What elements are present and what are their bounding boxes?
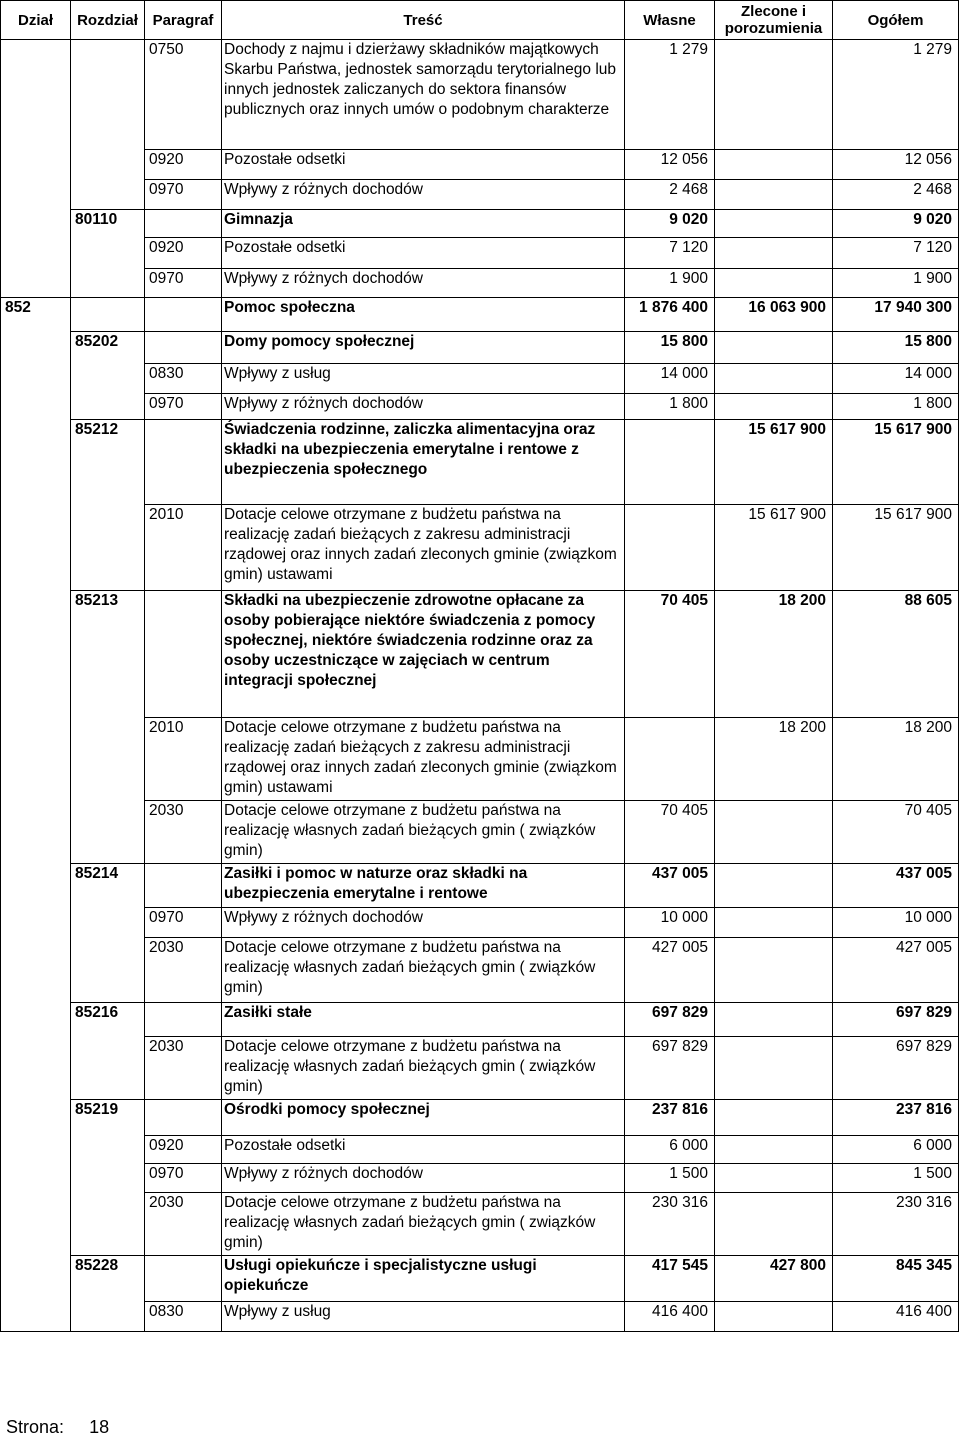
cell-rozdzial — [71, 1037, 145, 1100]
table-row — [1, 420, 959, 505]
table-row — [1, 298, 959, 332]
cell-ogolem: 9 020 — [833, 210, 959, 238]
cell-dzial — [1, 1136, 71, 1164]
cell-zlecone — [715, 1003, 833, 1037]
cell-wlasne: 6 000 — [625, 1136, 715, 1164]
cell-rozdzial: 85216 — [71, 1003, 145, 1037]
cell-ogolem: 6 000 — [833, 1136, 959, 1164]
cell-zlecone — [715, 269, 833, 298]
cell-dzial — [1, 591, 71, 718]
cell-wlasne — [625, 420, 715, 505]
cell-paragraf: 0970 — [145, 269, 222, 298]
cell-dzial — [1, 210, 71, 238]
table-row — [1, 505, 959, 591]
cell-ogolem: 15 800 — [833, 332, 959, 364]
cell-rozdzial — [71, 908, 145, 938]
table-row — [1, 394, 959, 420]
page-footer — [6, 1417, 109, 1438]
cell-rozdzial — [71, 1164, 145, 1193]
cell-paragraf: 0970 — [145, 180, 222, 210]
cell-rozdzial — [71, 718, 145, 801]
cell-rozdzial — [71, 394, 145, 420]
cell-wlasne: 1 800 — [625, 394, 715, 420]
cell-wlasne: 230 316 — [625, 1193, 715, 1256]
header-paragraf: Paragraf — [145, 1, 222, 40]
cell-tresc: Wpływy z różnych dochodów — [222, 1164, 625, 1193]
cell-rozdzial — [71, 1193, 145, 1256]
table-body — [1, 40, 959, 1332]
cell-rozdzial — [71, 40, 145, 150]
cell-dzial — [1, 180, 71, 210]
cell-tresc: Ośrodki pomocy społecznej — [222, 1100, 625, 1136]
header-rozdzial: Rozdział — [71, 1, 145, 40]
cell-ogolem: 2 468 — [833, 180, 959, 210]
cell-wlasne: 12 056 — [625, 150, 715, 180]
cell-paragraf: 0920 — [145, 150, 222, 180]
cell-ogolem: 237 816 — [833, 1100, 959, 1136]
cell-dzial — [1, 1003, 71, 1037]
cell-tresc: Dotacje celowe otrzymane z budżetu państwa na realizację własnych zadań bieżących gmin ( związków gmin) — [222, 1193, 625, 1256]
cell-paragraf: 2030 — [145, 1037, 222, 1100]
table-row — [1, 364, 959, 394]
cell-tresc: Dotacje celowe otrzymane z budżetu państwa na realizację własnych zadań bieżących gmin ( związków gmin) — [222, 938, 625, 1003]
cell-paragraf: 0970 — [145, 908, 222, 938]
cell-tresc: Pozostałe odsetki — [222, 1136, 625, 1164]
cell-zlecone — [715, 238, 833, 269]
cell-dzial — [1, 364, 71, 394]
cell-zlecone — [715, 210, 833, 238]
cell-paragraf: 2010 — [145, 718, 222, 801]
table-row — [1, 1256, 959, 1302]
cell-ogolem: 437 005 — [833, 864, 959, 908]
table-header-row — [1, 1, 959, 40]
cell-paragraf: 2010 — [145, 505, 222, 591]
cell-dzial — [1, 718, 71, 801]
cell-rozdzial: 85214 — [71, 864, 145, 908]
cell-rozdzial — [71, 180, 145, 210]
cell-ogolem: 70 405 — [833, 801, 959, 864]
page-label: Strona: — [6, 1417, 65, 1437]
page-number: 18 — [89, 1417, 110, 1437]
table-row — [1, 938, 959, 1003]
table-row — [1, 1302, 959, 1332]
cell-dzial — [1, 1302, 71, 1332]
table-row — [1, 332, 959, 364]
table-row — [1, 864, 959, 908]
cell-zlecone — [715, 1136, 833, 1164]
cell-zlecone: 18 200 — [715, 718, 833, 801]
cell-tresc: Wpływy z usług — [222, 1302, 625, 1332]
cell-paragraf: 0970 — [145, 1164, 222, 1193]
cell-zlecone: 15 617 900 — [715, 505, 833, 591]
table-row — [1, 591, 959, 718]
cell-wlasne: 417 545 — [625, 1256, 715, 1302]
cell-dzial — [1, 864, 71, 908]
cell-rozdzial — [71, 269, 145, 298]
cell-wlasne: 437 005 — [625, 864, 715, 908]
cell-paragraf: 0830 — [145, 364, 222, 394]
cell-zlecone — [715, 1037, 833, 1100]
table-row — [1, 210, 959, 238]
table-row — [1, 238, 959, 269]
cell-ogolem: 12 056 — [833, 150, 959, 180]
cell-paragraf — [145, 1003, 222, 1037]
cell-tresc: Zasiłki i pomoc w naturze oraz składki na ubezpieczenia emerytalne i rentowe — [222, 864, 625, 908]
table-row — [1, 1100, 959, 1136]
cell-rozdzial — [71, 1302, 145, 1332]
header-dzial: Dział — [1, 1, 71, 40]
cell-rozdzial — [71, 801, 145, 864]
cell-ogolem: 17 940 300 — [833, 298, 959, 332]
cell-ogolem: 1 800 — [833, 394, 959, 420]
cell-tresc: Pozostałe odsetki — [222, 150, 625, 180]
cell-wlasne: 9 020 — [625, 210, 715, 238]
cell-rozdzial: 85213 — [71, 591, 145, 718]
cell-paragraf — [145, 1256, 222, 1302]
table-row — [1, 801, 959, 864]
cell-ogolem: 845 345 — [833, 1256, 959, 1302]
cell-wlasne: 427 005 — [625, 938, 715, 1003]
cell-wlasne: 237 816 — [625, 1100, 715, 1136]
cell-wlasne: 1 500 — [625, 1164, 715, 1193]
cell-tresc: Dotacje celowe otrzymane z budżetu państwa na realizację własnych zadań bieżących gmin ( związków gmin) — [222, 801, 625, 864]
table-row — [1, 908, 959, 938]
cell-tresc: Dotacje celowe otrzymane z budżetu państwa na realizację zadań bieżących z zakresu administracji rządowej oraz innych zadań zleconych gminie (związkom gmin) ustawami — [222, 718, 625, 801]
cell-rozdzial: 85202 — [71, 332, 145, 364]
cell-tresc: Domy pomocy społecznej — [222, 332, 625, 364]
cell-ogolem: 7 120 — [833, 238, 959, 269]
cell-rozdzial — [71, 364, 145, 394]
cell-dzial — [1, 40, 71, 150]
cell-ogolem: 15 617 900 — [833, 420, 959, 505]
header-wlasne: Własne — [625, 1, 715, 40]
table-row — [1, 1164, 959, 1193]
cell-tresc: Pozostałe odsetki — [222, 238, 625, 269]
cell-dzial — [1, 505, 71, 591]
cell-dzial — [1, 150, 71, 180]
cell-paragraf — [145, 332, 222, 364]
cell-ogolem: 230 316 — [833, 1193, 959, 1256]
cell-rozdzial — [71, 238, 145, 269]
cell-zlecone — [715, 801, 833, 864]
cell-wlasne: 7 120 — [625, 238, 715, 269]
cell-paragraf: 0920 — [145, 1136, 222, 1164]
header-tresc: Treść — [222, 1, 625, 40]
cell-wlasne: 70 405 — [625, 801, 715, 864]
cell-paragraf: 2030 — [145, 1193, 222, 1256]
cell-tresc: Wpływy z różnych dochodów — [222, 180, 625, 210]
cell-paragraf: 2030 — [145, 938, 222, 1003]
cell-ogolem: 1 500 — [833, 1164, 959, 1193]
cell-ogolem: 15 617 900 — [833, 505, 959, 591]
cell-rozdzial: 80110 — [71, 210, 145, 238]
cell-dzial — [1, 908, 71, 938]
cell-wlasne: 14 000 — [625, 364, 715, 394]
cell-zlecone: 16 063 900 — [715, 298, 833, 332]
cell-rozdzial: 85212 — [71, 420, 145, 505]
cell-paragraf: 2030 — [145, 801, 222, 864]
cell-paragraf: 0970 — [145, 394, 222, 420]
cell-dzial — [1, 1037, 71, 1100]
header-ogolem: Ogółem — [833, 1, 959, 40]
cell-zlecone — [715, 1164, 833, 1193]
cell-zlecone — [715, 40, 833, 150]
cell-paragraf — [145, 298, 222, 332]
cell-ogolem: 697 829 — [833, 1037, 959, 1100]
cell-zlecone — [715, 394, 833, 420]
cell-zlecone: 18 200 — [715, 591, 833, 718]
cell-paragraf: 0830 — [145, 1302, 222, 1332]
cell-wlasne: 1 279 — [625, 40, 715, 150]
cell-ogolem: 416 400 — [833, 1302, 959, 1332]
table-row — [1, 718, 959, 801]
cell-tresc: Gimnazja — [222, 210, 625, 238]
cell-dzial — [1, 332, 71, 364]
cell-rozdzial — [71, 938, 145, 1003]
cell-tresc: Dotacje celowe otrzymane z budżetu państwa na realizację własnych zadań bieżących gmin ( związków gmin) — [222, 1037, 625, 1100]
cell-tresc: Wpływy z różnych dochodów — [222, 394, 625, 420]
cell-wlasne: 1 876 400 — [625, 298, 715, 332]
cell-tresc: Świadczenia rodzinne, zaliczka alimentacyjna oraz składki na ubezpieczenia emerytalne i rentowe z ubezpieczenia społecznego — [222, 420, 625, 505]
cell-paragraf — [145, 1100, 222, 1136]
cell-zlecone — [715, 908, 833, 938]
cell-ogolem: 427 005 — [833, 938, 959, 1003]
cell-paragraf: 0750 — [145, 40, 222, 150]
cell-rozdzial — [71, 150, 145, 180]
table-row — [1, 1037, 959, 1100]
cell-dzial — [1, 1256, 71, 1302]
cell-dzial — [1, 1193, 71, 1256]
cell-ogolem: 10 000 — [833, 908, 959, 938]
cell-tresc: Składki na ubezpieczenie zdrowotne opłacane za osoby pobierające niektóre świadczenia z pomocy społecznej, niektóre świadczenia rodzinne oraz za osoby uczestniczące w zajęciach w centrum integracji społecznej — [222, 591, 625, 718]
cell-tresc: Wpływy z usług — [222, 364, 625, 394]
cell-wlasne — [625, 718, 715, 801]
table-row — [1, 1136, 959, 1164]
cell-ogolem: 697 829 — [833, 1003, 959, 1037]
cell-zlecone — [715, 364, 833, 394]
cell-wlasne: 70 405 — [625, 591, 715, 718]
cell-rozdzial — [71, 298, 145, 332]
cell-wlasne: 15 800 — [625, 332, 715, 364]
table-row — [1, 40, 959, 150]
table-row — [1, 1193, 959, 1256]
cell-dzial: 852 — [1, 298, 71, 332]
cell-rozdzial: 85219 — [71, 1100, 145, 1136]
cell-wlasne: 1 900 — [625, 269, 715, 298]
cell-wlasne: 697 829 — [625, 1003, 715, 1037]
table-row — [1, 269, 959, 298]
table-row — [1, 1003, 959, 1037]
cell-rozdzial — [71, 1136, 145, 1164]
cell-tresc: Zasiłki stałe — [222, 1003, 625, 1037]
cell-ogolem: 18 200 — [833, 718, 959, 801]
cell-rozdzial — [71, 505, 145, 591]
cell-paragraf — [145, 864, 222, 908]
cell-zlecone: 15 617 900 — [715, 420, 833, 505]
cell-dzial — [1, 394, 71, 420]
cell-wlasne: 10 000 — [625, 908, 715, 938]
cell-ogolem: 14 000 — [833, 364, 959, 394]
cell-ogolem: 88 605 — [833, 591, 959, 718]
header-zlecone: Zlecone i porozumienia — [715, 1, 833, 40]
cell-dzial — [1, 938, 71, 1003]
cell-zlecone — [715, 1100, 833, 1136]
cell-tresc: Wpływy z różnych dochodów — [222, 908, 625, 938]
cell-tresc: Usługi opiekuńcze i specjalistyczne usługi opiekuńcze — [222, 1256, 625, 1302]
cell-zlecone: 427 800 — [715, 1256, 833, 1302]
cell-tresc: Dochody z najmu i dzierżawy składników majątkowych Skarbu Państwa, jednostek samorządu terytorialnego lub innych jednostek zaliczanych do sektora finansów publicznych oraz innych umów o podobnym charakterze — [222, 40, 625, 150]
cell-wlasne: 697 829 — [625, 1037, 715, 1100]
cell-tresc: Dotacje celowe otrzymane z budżetu państwa na realizację zadań bieżących z zakresu administracji rządowej oraz innych zadań zleconych gminie (związkom gmin) ustawami — [222, 505, 625, 591]
cell-zlecone — [715, 150, 833, 180]
cell-paragraf — [145, 420, 222, 505]
cell-paragraf — [145, 210, 222, 238]
cell-wlasne — [625, 505, 715, 591]
cell-zlecone — [715, 1302, 833, 1332]
cell-paragraf — [145, 591, 222, 718]
cell-dzial — [1, 1164, 71, 1193]
cell-zlecone — [715, 180, 833, 210]
cell-zlecone — [715, 864, 833, 908]
cell-zlecone — [715, 1193, 833, 1256]
cell-zlecone — [715, 332, 833, 364]
cell-dzial — [1, 238, 71, 269]
cell-dzial — [1, 269, 71, 298]
cell-ogolem: 1 900 — [833, 269, 959, 298]
table-row — [1, 180, 959, 210]
cell-tresc: Pomoc społeczna — [222, 298, 625, 332]
cell-dzial — [1, 801, 71, 864]
table-row — [1, 150, 959, 180]
cell-tresc: Wpływy z różnych dochodów — [222, 269, 625, 298]
cell-ogolem: 1 279 — [833, 40, 959, 150]
cell-zlecone — [715, 938, 833, 1003]
cell-dzial — [1, 1100, 71, 1136]
cell-dzial — [1, 420, 71, 505]
cell-wlasne: 2 468 — [625, 180, 715, 210]
cell-wlasne: 416 400 — [625, 1302, 715, 1332]
cell-rozdzial: 85228 — [71, 1256, 145, 1302]
cell-paragraf: 0920 — [145, 238, 222, 269]
